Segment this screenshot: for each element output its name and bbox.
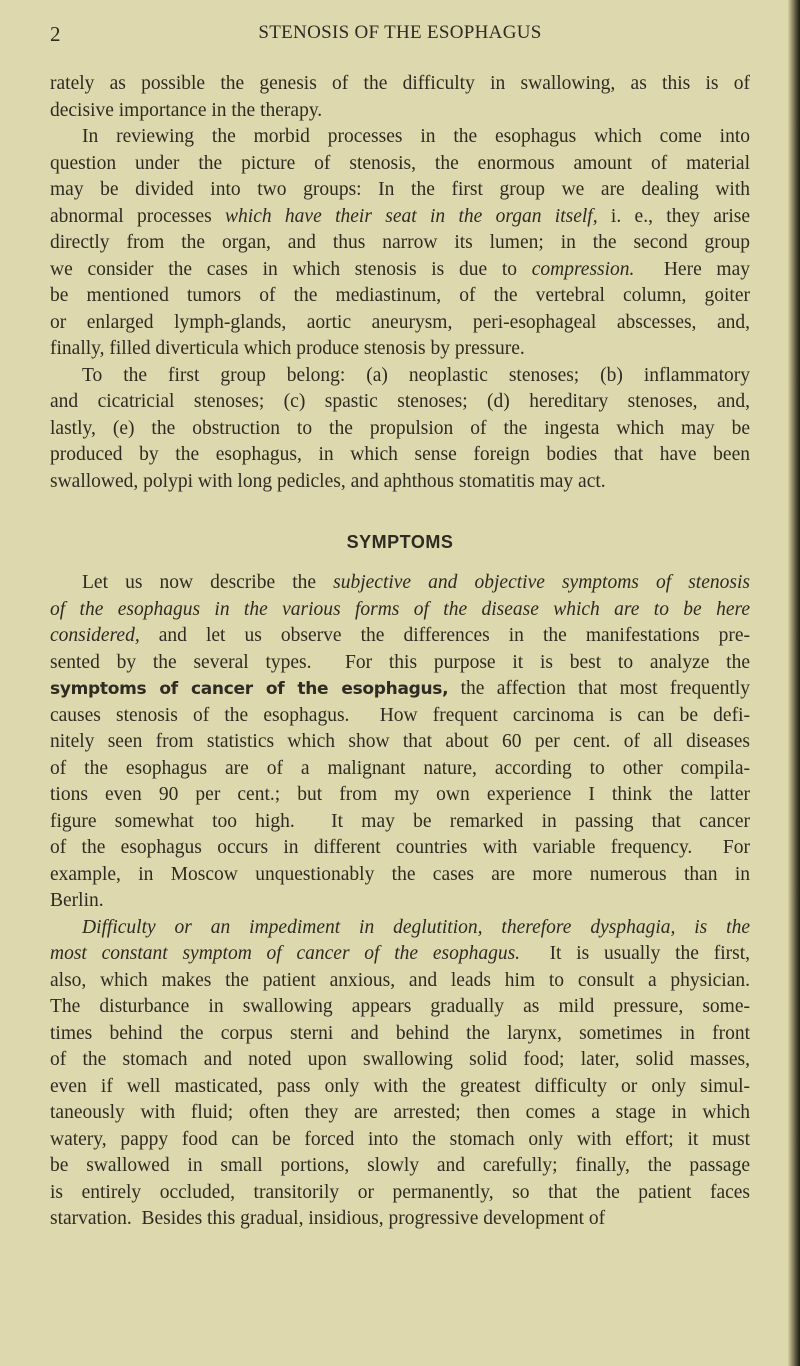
italic-text: most constant symptom of cancer of the esophagus. (50, 943, 521, 964)
text-run: rately as possible the genesis of the difficulty in swallowing, as this is of (50, 73, 750, 94)
running-title: STENOSIS OF THE ESOPHAGUS (258, 22, 542, 43)
text-line (50, 597, 750, 624)
text-run: of the esophagus are of a malignant nature, according to other compila- (50, 757, 750, 779)
italic-text: considered, (50, 625, 140, 646)
text-run: To the first group belong: (a) neoplastic stenoses; (b) inflammatory (82, 364, 750, 386)
italic-text: compression. (531, 258, 635, 280)
text-line (50, 124, 750, 151)
text-run: nitely seen from statistics which show that about 60 per cent. of all diseases (50, 731, 750, 752)
text-run: decisive importance in the therapy. (50, 99, 323, 121)
section-intro (50, 71, 750, 495)
paragraph (50, 71, 750, 124)
text-run: be mentioned tumors of the mediastinum, of the vertebral column, goiter (50, 285, 750, 306)
text-line (50, 1180, 750, 1207)
text-run: even if well masticated, pass only with the greatest difficulty or only simul- (50, 1075, 750, 1097)
text-line (50, 151, 750, 178)
text-run: abnormal processes (50, 205, 226, 227)
text-line (50, 650, 750, 677)
text-line (50, 729, 750, 756)
text-run: times behind the corpus sterni and behind the larynx, sometimes in front (50, 1022, 750, 1044)
text-run: Berlin. (50, 890, 104, 911)
text-line (50, 363, 750, 390)
text-line (50, 71, 750, 98)
text-run: we consider the cases in which stenosis is due to (50, 258, 532, 280)
text-line (50, 888, 750, 915)
text-run: of the stomach and noted upon swallowing solid food; later, solid masses, (50, 1049, 750, 1070)
text-line (50, 310, 750, 337)
text-run: of the esophagus occurs in different countries with variable frequency. For (50, 837, 750, 858)
text-run: example, in Moscow unquestionably the cases are more numerous than in (50, 863, 750, 885)
text-run: taneously with fluid; often they are arrested; then comes a stage in which (50, 1102, 750, 1123)
text-run: produced by the esophagus, in which sense foreign bodies that have been (50, 444, 750, 465)
bold-text: symptoms of cancer of the esophagus, (50, 679, 449, 699)
text-line (50, 782, 750, 809)
text-line (50, 336, 750, 363)
text-run: causes stenosis of the esophagus. How frequent carcinoma is can be defi- (50, 704, 750, 726)
text-run: Here may (634, 258, 751, 280)
text-line (50, 915, 750, 942)
paragraph (50, 915, 750, 1233)
text-line (50, 1100, 750, 1127)
text-line (50, 676, 750, 703)
text-run: and let us observe the differences in the manifestations pre- (139, 625, 750, 646)
book-binding-edge (788, 0, 800, 1366)
section-heading-symptoms: SYMPTOMS (346, 532, 454, 552)
text-line (50, 416, 750, 443)
text-run: also, which makes the patient anxious, and leads him to consult a physician. (50, 969, 750, 991)
text-run: or enlarged lymph-glands, aortic aneurysm, peri-esophageal abscesses, and, (50, 311, 750, 333)
italic-text: of the esophagus in the various forms of the disease which are to be here (50, 598, 750, 620)
text-line (50, 389, 750, 416)
text-line (50, 1127, 750, 1154)
paragraph (50, 124, 750, 363)
paragraph (50, 363, 750, 496)
text-run: be swallowed in small portions, slowly and carefully; finally, the passage (50, 1155, 750, 1176)
text-run: watery, pappy food can be forced into the stomach only with effort; it must (50, 1128, 750, 1150)
text-line (50, 469, 750, 496)
text-line (50, 1074, 750, 1101)
italic-text: subjective and objective symptoms of stenosis (333, 572, 750, 593)
page-header (50, 22, 750, 52)
text-line (50, 1153, 750, 1180)
text-line (50, 283, 750, 310)
text-line (50, 756, 750, 783)
text-line (50, 257, 750, 284)
section-symptoms (50, 570, 750, 1233)
text-run: i. e., they arise (597, 205, 750, 227)
text-run: directly from the organ, and thus narrow its lumen; in the second group (50, 232, 750, 253)
italic-text: Difficulty or an impediment in deglutition, therefore dysphagia, is the (82, 916, 750, 938)
page-number: 2 (50, 22, 61, 46)
text-line (50, 941, 750, 968)
text-line (50, 230, 750, 257)
text-line (50, 442, 750, 469)
text-run: tions even 90 per cent.; but from my own experience I think the latter (50, 784, 750, 805)
text-run: may be divided into two groups: In the first group we are dealing with (50, 179, 750, 200)
text-line (50, 703, 750, 730)
text-line (50, 1021, 750, 1048)
text-run: In reviewing the morbid processes in the esophagus which come into (82, 126, 750, 147)
text-line (50, 835, 750, 862)
text-line (50, 204, 750, 231)
text-run: and cicatricial stenoses; (c) spastic stenoses; (d) hereditary stenoses, and, (50, 391, 750, 412)
text-line (50, 968, 750, 995)
text-run: Let us now describe the (82, 572, 334, 593)
text-line (50, 862, 750, 889)
text-run: lastly, (e) the obstruction to the propulsion of the ingesta which may be (50, 417, 750, 439)
text-line (50, 1206, 750, 1233)
text-line (50, 809, 750, 836)
text-line (50, 570, 750, 597)
text-run: is entirely occluded, transitorily or permanently, so that the patient faces (50, 1181, 750, 1203)
text-run: figure somewhat too high. It may be remarked in passing that cancer (50, 810, 750, 832)
text-run: It is usually the first, (520, 943, 750, 964)
text-run: The disturbance in swallowing appears gradually as mild pressure, some- (50, 996, 750, 1017)
paragraph (50, 570, 750, 915)
text-run: swallowed, polypi with long pedicles, and aphthous stomatitis may act. (50, 470, 606, 492)
text-line (50, 994, 750, 1021)
text-line (50, 177, 750, 204)
text-run: starvation. Besides this gradual, insidious, progressive development of (50, 1208, 606, 1229)
text-run: finally, filled diverticula which produce stenosis by pressure. (50, 338, 525, 359)
text-line (50, 98, 750, 125)
text-line (50, 1047, 750, 1074)
text-run: sented by the several types. For this purpose it is best to analyze the (50, 651, 750, 673)
text-run: the affection that most frequently (448, 678, 751, 699)
italic-text: which have their seat in the organ itself, (225, 205, 598, 227)
text-line (50, 623, 750, 650)
text-run: question under the picture of stenosis, the enormous amount of material (50, 152, 750, 174)
